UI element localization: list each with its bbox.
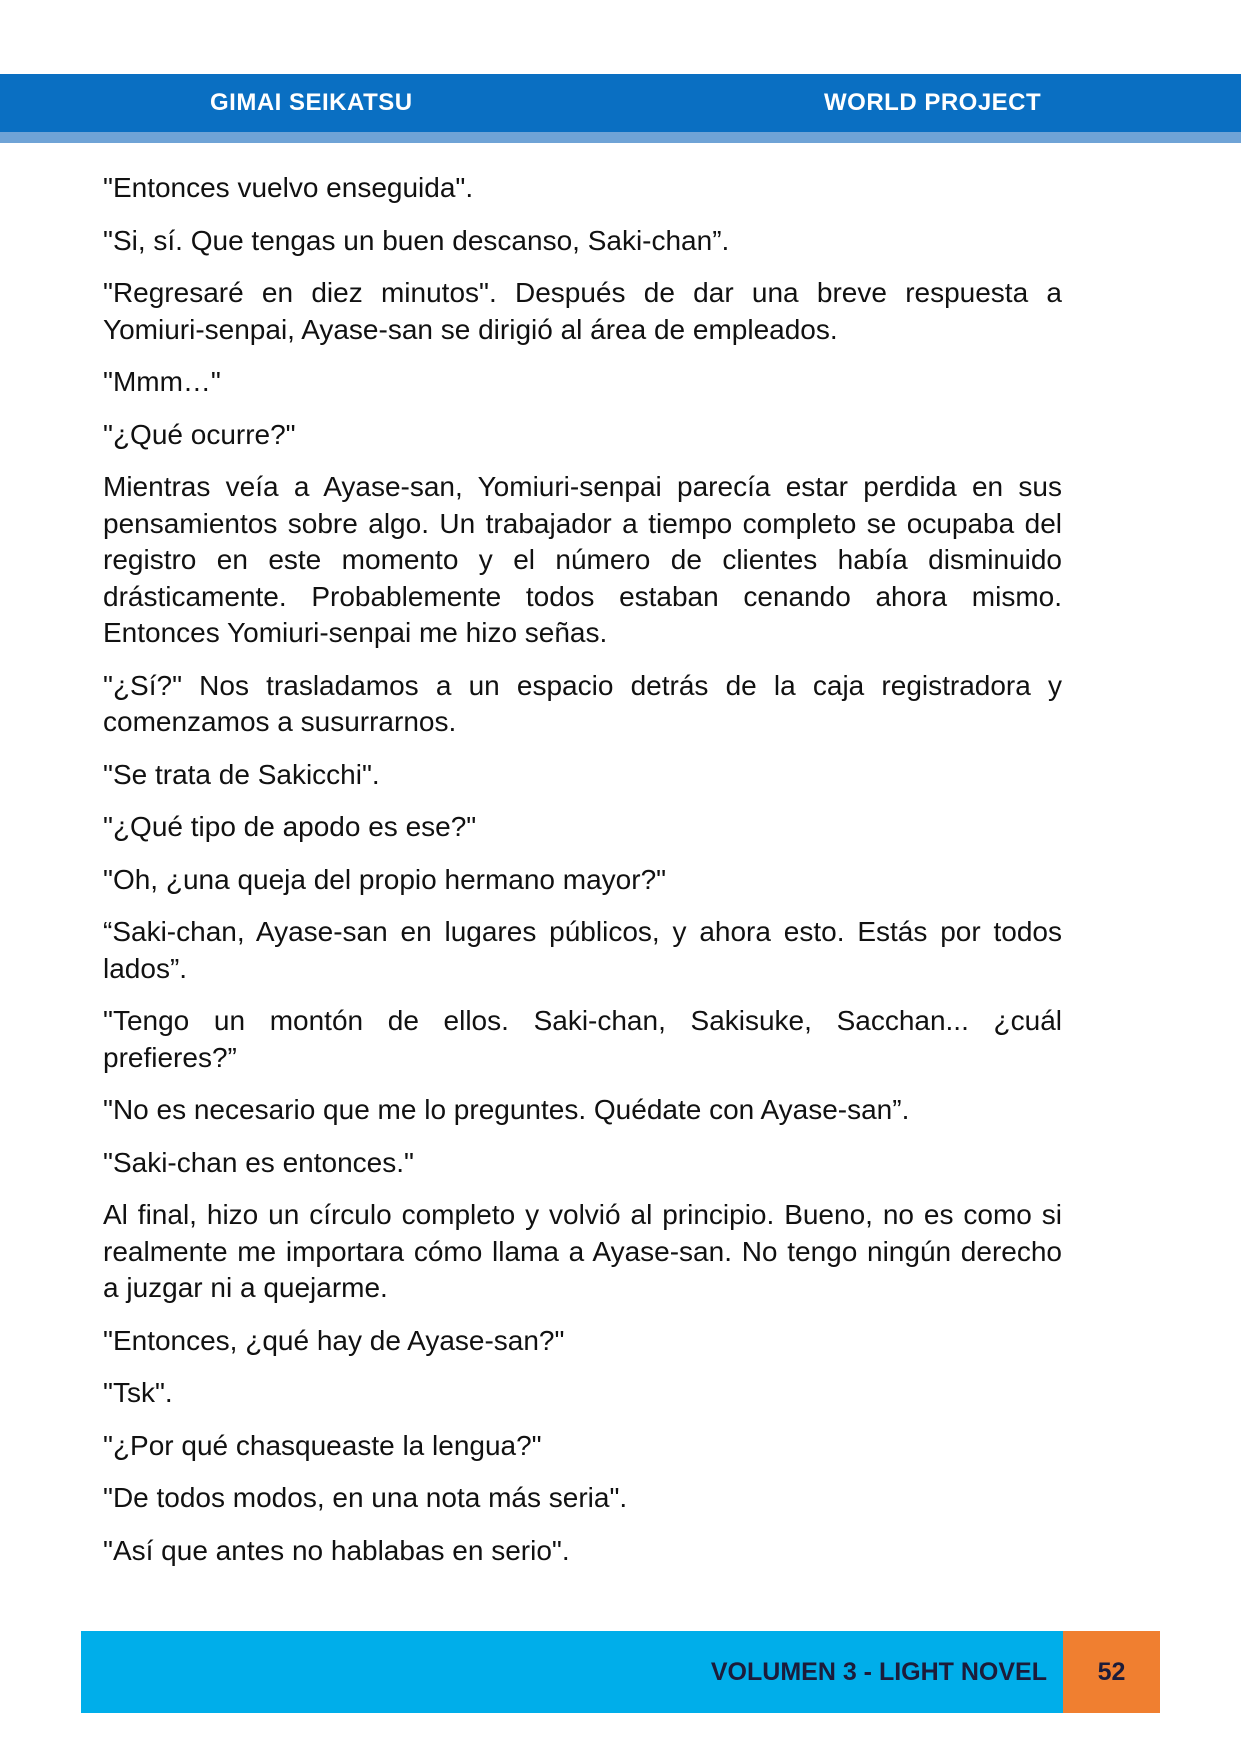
header-group-title: WORLD PROJECT	[824, 89, 1042, 116]
page-number: 52	[1097, 1658, 1126, 1686]
header-series-title: GIMAI SEIKATSU	[210, 89, 413, 116]
footer-bar	[81, 1631, 1063, 1713]
header-bar	[0, 74, 1241, 132]
paragraph-15: Al final, hizo un círculo completo y volvió al principio. Bueno, no es como si realmente me importara cómo llama a Ayase-san. No tengo ningún derecho a juzgar ni a quejarme.	[103, 1199, 1062, 1303]
paragraph-9: "¿Qué tipo de apodo es ese?"	[103, 811, 477, 842]
paragraph-14: "Saki-chan es entonces."	[103, 1146, 414, 1178]
paragraph-6: Mientras veía a Ayase-san, Yomiuri-senpai parecía estar perdida en sus pensamientos sobre algo. Un trabajador a tiempo completo se ocupaba del registro en este momento y el número de clientes había disminuido drásticamente. Probablemente todos estaban cenando ahora mismo. Entonces Yomiuri-senpai me hizo señas.	[103, 471, 1062, 648]
paragraph-2: "Si, sí. Que tengas un buen descanso, Saki-chan”.	[103, 224, 730, 256]
paragraph-8: "Se trata de Sakicchi".	[103, 758, 380, 790]
paragraph-12: "Tengo un montón de ellos. Saki-chan, Sakisuke, Sacchan... ¿cuál prefieres?”	[103, 1005, 1062, 1073]
paragraph-3: "Regresaré en diez minutos". Después de dar una breve respuesta a Yomiuri-senpai, Ayase-san se dirigió al área de empleados.	[103, 277, 1062, 345]
paragraph-10: "Oh, ¿una queja del propio hermano mayor?"	[103, 863, 667, 895]
paragraph-4: "Mmm…"	[103, 366, 221, 397]
header-underline	[0, 132, 1241, 143]
paragraph-13: "No es necesario que me lo preguntes. Quédate con Ayase-san”.	[103, 1094, 910, 1125]
paragraph-17: "Tsk".	[103, 1377, 173, 1408]
paragraph-5: "¿Qué ocurre?"	[103, 418, 296, 450]
paragraph-18: "¿Por qué chasqueaste la lengua?"	[103, 1429, 542, 1461]
footer-page-box	[1063, 1631, 1160, 1713]
page-body	[103, 170, 1062, 1585]
footer-volume-label: VOLUMEN 3 - LIGHT NOVEL	[710, 1658, 1047, 1686]
paragraph-1: "Entonces vuelvo enseguida".	[103, 172, 474, 203]
paragraph-11: “Saki-chan, Ayase-san en lugares públicos, y ahora esto. Estás por todos lados”.	[103, 916, 1062, 984]
paragraph-20: "Así que antes no hablabas en serio".	[103, 1534, 570, 1566]
paragraph-16: "Entonces, ¿qué hay de Ayase-san?"	[103, 1324, 565, 1356]
paragraph-19: "De todos modos, en una nota más seria".	[103, 1482, 628, 1513]
paragraph-7: "¿Sí?" Nos trasladamos a un espacio detrás de la caja registradora y comenzamos a susurrarnos.	[103, 669, 1062, 737]
